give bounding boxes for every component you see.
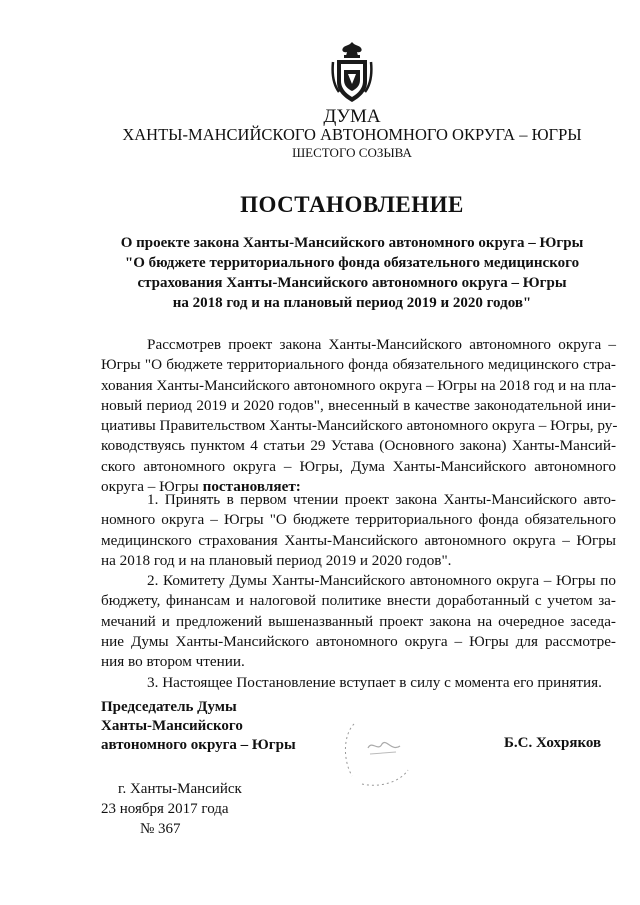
text-line: Югры "О бюджете территориального фонда обязательного медицинского стра- xyxy=(101,356,616,374)
org-name: ДУМА xyxy=(323,106,381,127)
signature-stamp-icon xyxy=(340,718,420,788)
document-number: № 367 xyxy=(140,821,181,837)
text-line: циативы Правительством Ханты-Мансийского автономного округа – Югры, ру- xyxy=(101,417,618,435)
text-line: ководствуясь пунктом 4 статьи 29 Устава (Основного закона) Ханты-Мансий- xyxy=(101,437,616,455)
title-line: на 2018 год и на плановый период 2019 и 2020 годов" xyxy=(172,295,532,311)
text-line: 1. Принять в первом чтении проект закона Ханты-Мансийского авто- xyxy=(147,491,616,508)
document-type: ПОСТАНОВЛЕНИЕ xyxy=(240,192,464,217)
signatory-name: Б.С. Хохряков xyxy=(504,735,602,751)
text-line: ского автономного округа – Югры, Дума Ханты-Мансийского автономного xyxy=(101,457,616,475)
text-line: мечаний и предложений вышеназванный проект закона на очередное заседа- xyxy=(101,612,616,630)
text-line: 2. Комитету Думы Ханты-Мансийского автономного округа – Югры по xyxy=(147,572,616,589)
org-region: ХАНТЫ-МАНСИЙСКОГО АВТОНОМНОГО ОКРУГА – ЮГРЫ xyxy=(122,125,582,144)
text-line: Рассмотрев проект закона Ханты-Мансийского автономного округа – xyxy=(147,336,616,353)
title-line: О проекте закона Ханты-Мансийского автономного округа – Югры xyxy=(120,235,584,251)
title-line: "О бюджете территориального фонда обязательного медицинского xyxy=(124,255,580,271)
text-line: 3. Настоящее Постановление вступает в силу с момента его принятия. xyxy=(147,674,602,691)
text-line: ния во втором чтении. xyxy=(101,653,245,671)
document-date: 23 ноября 2017 года xyxy=(101,801,229,817)
item-2-paragraph xyxy=(101,571,616,672)
text-line: новый период 2019 и 2020 годов", внесенный в качестве законодательной ини- xyxy=(101,396,616,414)
text-fragment: округа – Югры xyxy=(101,478,203,496)
decree-word: постановляет: xyxy=(202,478,301,496)
signatory-position: автономного округа – Югры xyxy=(101,737,296,753)
coat-of-arms-icon xyxy=(331,40,373,104)
convocation: ШЕСТОГО СОЗЫВА xyxy=(292,145,412,160)
item-1-paragraph xyxy=(101,490,616,571)
preamble-paragraph xyxy=(101,335,616,497)
item-3-paragraph xyxy=(101,673,616,693)
text-line: медицинского страхования Ханты-Мансийского автономного округа – Югры xyxy=(101,531,616,549)
city: г. Ханты-Мансийск xyxy=(118,781,242,797)
text-line: ние Думы Ханты-Мансийского автономного округа – Югры для рассмотре- xyxy=(101,632,616,650)
text-line: номного округа – Югры "О бюджете территориального фонда обязательного xyxy=(101,511,616,529)
signatory-position: Председатель Думы xyxy=(101,699,237,715)
text-line: хования Ханты-Мансийского автономного округа – Югры на 2018 год и на пла- xyxy=(101,376,617,394)
title-line: страхования Ханты-Мансийского автономного округа – Югры xyxy=(137,275,567,291)
text-line: на 2018 год и на плановый период 2019 и 2020 годов". xyxy=(101,551,452,569)
text-line: бюджету, финансам и налоговой политике внести доработанный с учетом за- xyxy=(101,592,616,610)
signatory-position: Ханты-Мансийского xyxy=(101,718,243,734)
